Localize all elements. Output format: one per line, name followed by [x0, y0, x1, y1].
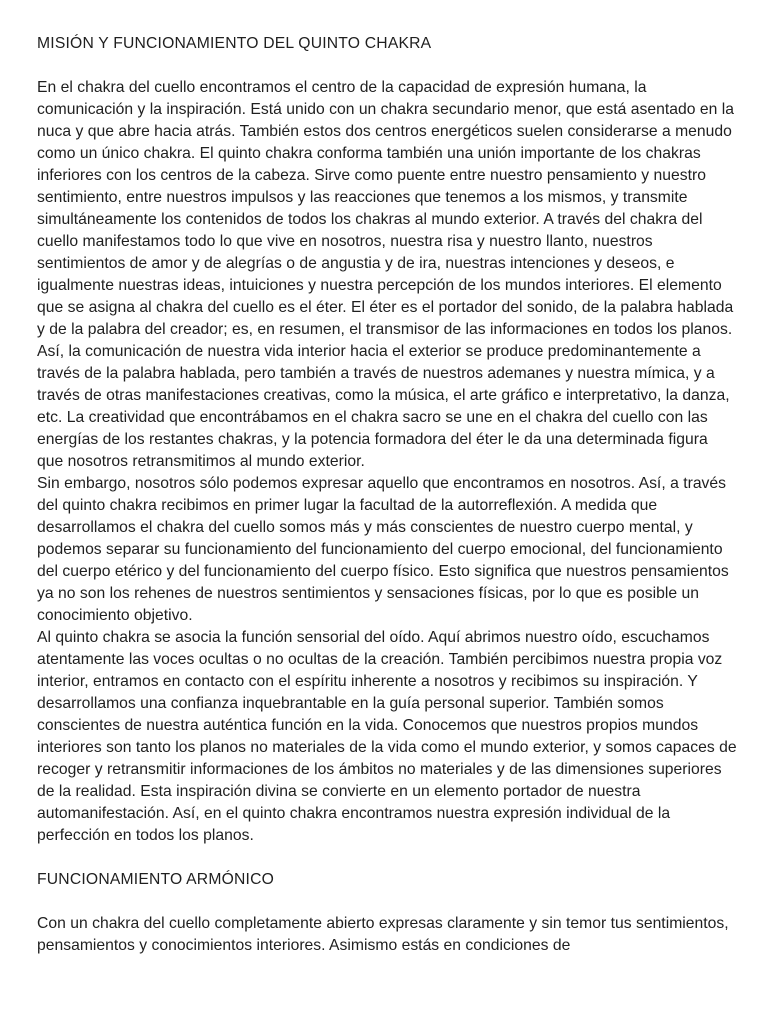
paragraph: Así, la comunicación de nuestra vida interior hacia el exterior se produce predominantemente a través de la palabra hablada, pero también a través de nuestros ademanes y nuestra mímica, y a través de otras manifestaciones creativas, como la música, el arte gráfico e interpretativo, la danza, etc. La creatividad que encontrábamos en el chakra sacro se une en el chakra del cuello con las energías de los restantes chakras, y la potencia formadora del éter le da una determinada figura que nosotros retransmitimos al mundo exterior. — [37, 343, 730, 470]
spacer — [37, 55, 737, 77]
section-heading-quinto-chakra: MISIÓN Y FUNCIONAMIENTO DEL QUINTO CHAKRA — [37, 35, 432, 52]
paragraph: Al quinto chakra se asocia la función sensorial del oído. Aquí abrimos nuestro oído, escuchamos atentamente las voces ocultas o no ocultas de la creación. También percibimos nuestra propia voz interior, entramos en contacto con el espíritu inherente a nosotros y recibimos su inspiración. Y desarrollamos una confianza inquebrantable en la guía personal superior. También somos conscientes de nuestra auténtica función en la vida. Conocemos que nuestros propios mundos interiores son tanto los planos no materiales de la vida como el mundo exterior, y somos capaces de recoger y retransmitir informaciones de los ámbitos no materiales y de las dimensiones superiores de la realidad. Esta inspiración divina se convierte en un elemento portador de nuestra automanifestación. Así, en el quinto chakra encontramos nuestra expresión individual de la perfección en todos los planos. — [37, 629, 737, 844]
paragraph: Sin embargo, nosotros sólo podemos expresar aquello que encontramos en nosotros. Así, a través del quinto chakra recibimos en primer lugar la facultad de la autorreflexión. A medida que desarrollamos el chakra del cuello somos más y más conscientes de nuestro cuerpo mental, y podemos separar su funcionamiento del funcionamiento del cuerpo emocional, del funcionamiento del cuerpo etérico y del funcionamiento del cuerpo físico. Esto significa que nuestros pensamientos ya no son los rehenes de nuestros sentimientos y sensaciones físicas, por lo que es posible un conocimiento objetivo. — [37, 475, 729, 624]
spacer — [37, 847, 737, 869]
section-heading-funcionamiento-armonico: FUNCIONAMIENTO ARMÓNICO — [37, 871, 275, 888]
spacer — [37, 891, 737, 913]
document-page — [37, 33, 737, 957]
paragraph: En el chakra del cuello encontramos el centro de la capacidad de expresión humana, la comunicación y la inspiración. Está unido con un chakra secundario menor, que está asentado en la nuca y que abre hacia atrás. También estos dos centros energéticos suelen considerarse a menudo como un único chakra. El quinto chakra conforma también una unión importante de los chakras inferiores con los centros de la cabeza. Sirve como puente entre nuestro pensamiento y nuestro sentimiento, entre nuestros impulsos y las reacciones que tenemos a los mismos, y transmite simultáneamente los contenidos de todos los chakras al mundo exterior. A través del chakra del cuello manifestamos todo lo que vive en nosotros, nuestra risa y nuestro llanto, nuestros sentimientos de amor y de alegrías o de angustia y de ira, nuestras intenciones y deseos, e igualmente nuestras ideas, intuiciones y nuestra percepción de los mundos interiores. El elemento que se asigna al chakra del cuello es el éter. El éter es el portador del sonido, de la palabra hablada y de la palabra del creador; es, en resumen, el transmisor de las informaciones en todos los planos. — [37, 79, 734, 338]
paragraph: Con un chakra del cuello completamente abierto expresas claramente y sin temor tus sentimientos, pensamientos y conocimientos interiores. Asimismo estás en condiciones de — [37, 915, 729, 954]
